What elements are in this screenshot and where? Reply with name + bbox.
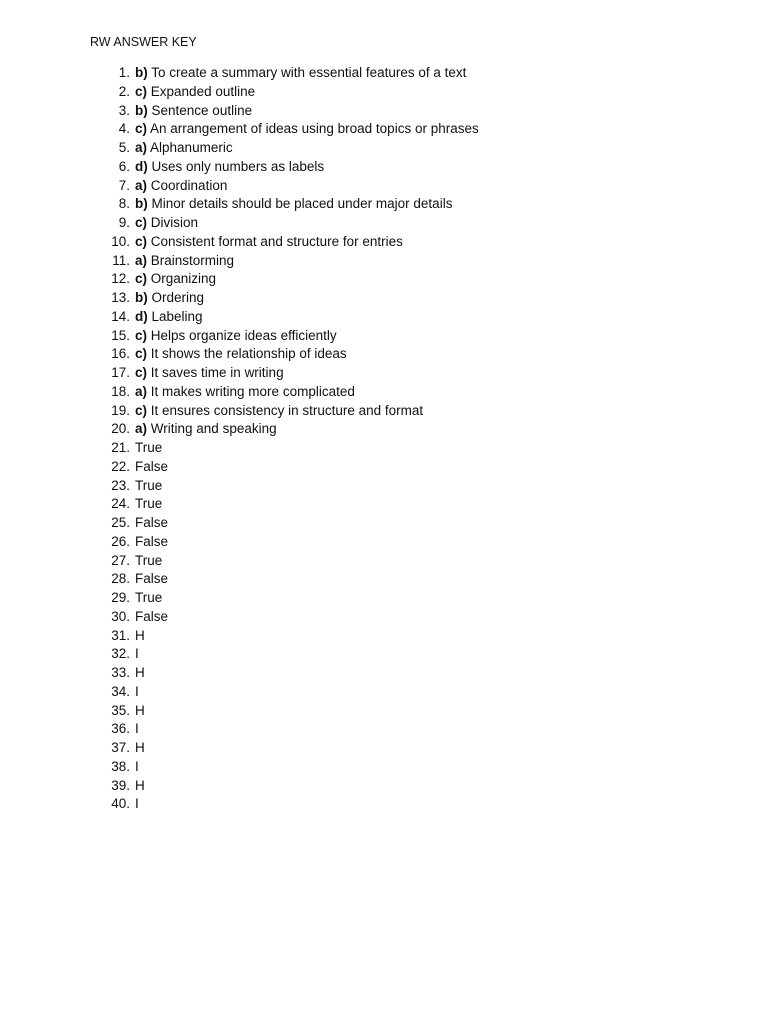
answer-text: False [135, 515, 169, 530]
answer-text: Minor details should be placed under major details [151, 196, 453, 212]
answer-content [135, 364, 284, 383]
answer-text: Division [150, 215, 199, 230]
answer-text: True [135, 440, 163, 455]
answer-choice-letter: b) [135, 196, 148, 212]
answer-item [0, 739, 768, 758]
answer-number: 35. [111, 702, 130, 718]
answer-text: Ordering [151, 290, 205, 305]
answer-item [0, 420, 768, 439]
answer-content [135, 552, 162, 571]
answer-number: 20. [111, 421, 130, 437]
answer-number: 14. [111, 308, 130, 324]
answer-content [135, 608, 168, 627]
answer-choice-letter: d) [135, 158, 148, 174]
answer-number: 10. [111, 233, 130, 249]
answer-item [0, 270, 768, 289]
answer-content [135, 439, 162, 458]
answer-text: An arrangement of ideas using broad topics or phrases [150, 121, 479, 137]
answer-content [135, 327, 337, 346]
answer-number: 9. [118, 215, 130, 230]
answer-item [0, 252, 768, 271]
answer-text: False [135, 458, 169, 474]
answer-text: Labeling [151, 308, 203, 324]
answer-content [135, 570, 168, 589]
answer-number: 7. [118, 177, 130, 193]
answer-item [0, 177, 768, 196]
answer-item [0, 158, 768, 177]
answer-content [135, 83, 255, 102]
answer-text: I [135, 796, 139, 812]
answer-item [0, 308, 768, 327]
answer-content [135, 720, 139, 739]
answer-text: It shows the relationship of ideas [150, 346, 347, 362]
answer-item [0, 664, 768, 683]
answer-number: 34. [111, 683, 130, 699]
answer-item [0, 570, 768, 589]
answer-choice-letter: c) [135, 346, 148, 362]
answer-content [135, 758, 139, 777]
answer-text: False [135, 608, 169, 624]
answer-item [0, 402, 768, 421]
answer-item [0, 233, 768, 252]
answer-number: 4. [118, 121, 130, 137]
answer-content [135, 177, 227, 196]
answer-text: Expanded outline [150, 83, 256, 99]
answer-text: Helps organize ideas efficiently [150, 327, 337, 343]
answer-number: 23. [111, 477, 130, 493]
answer-text: I [135, 721, 139, 737]
answer-choice-letter: a) [135, 252, 148, 268]
answer-number: 30. [111, 608, 130, 624]
answer-number: 13. [111, 290, 130, 305]
answer-choice-letter: b) [135, 102, 148, 118]
answer-item [0, 495, 768, 514]
answer-item [0, 720, 768, 739]
answer-text: H [135, 740, 145, 755]
answer-text: Sentence outline [151, 102, 253, 118]
answer-content [135, 289, 204, 308]
answer-content [135, 477, 162, 496]
answer-item [0, 589, 768, 608]
answer-content [135, 627, 145, 646]
answer-item [0, 214, 768, 233]
answer-content [135, 739, 145, 758]
answer-choice-letter: a) [135, 140, 148, 155]
answer-content [135, 64, 466, 83]
answer-content [135, 139, 233, 158]
answer-choice-letter: c) [135, 233, 148, 249]
answer-content [135, 345, 347, 364]
answer-content [135, 214, 198, 233]
answer-number: 2. [118, 83, 130, 99]
answer-choice-letter: c) [135, 83, 148, 99]
answer-content [135, 420, 277, 439]
answer-item [0, 458, 768, 477]
answer-number: 21. [111, 440, 130, 455]
answer-content [135, 495, 162, 514]
answer-choice-letter: c) [135, 365, 148, 380]
answer-item [0, 702, 768, 721]
answer-text: H [135, 777, 145, 793]
answer-number: 6. [118, 158, 130, 174]
answer-number: 29. [111, 590, 130, 605]
answer-item [0, 327, 768, 346]
answer-text: False [135, 571, 169, 587]
answer-item [0, 289, 768, 308]
answer-text: True [135, 552, 163, 568]
answer-content [135, 702, 145, 721]
answer-item [0, 139, 768, 158]
answer-choice-letter: c) [135, 215, 148, 230]
answer-text: True [135, 590, 163, 605]
answer-content [135, 683, 139, 702]
answer-content [135, 664, 145, 683]
answer-item [0, 683, 768, 702]
answer-text: Uses only numbers as labels [151, 158, 325, 174]
answer-number: 12. [111, 271, 130, 287]
answer-item [0, 83, 768, 102]
answer-item [0, 364, 768, 383]
answer-choice-letter: a) [135, 421, 148, 437]
answer-item [0, 102, 768, 121]
answer-text: I [135, 683, 139, 699]
answer-number: 32. [111, 646, 130, 662]
answer-content [135, 458, 168, 477]
answer-item [0, 383, 768, 402]
answer-text: It makes writing more complicated [150, 383, 355, 399]
answer-text: I [135, 646, 139, 662]
answer-item [0, 514, 768, 533]
answer-text: To create a summary with essential features of a text [151, 65, 467, 80]
answer-choice-letter: d) [135, 308, 148, 324]
answer-text: Organizing [150, 271, 217, 287]
answer-number: 11. [112, 252, 130, 268]
answer-number: 5. [118, 140, 130, 155]
answer-item [0, 64, 768, 83]
answer-content [135, 252, 234, 271]
answer-number: 39. [111, 777, 130, 793]
document-title: RW ANSWER KEY [90, 35, 197, 49]
answer-choice-letter: c) [135, 271, 148, 287]
answer-number: 24. [111, 496, 130, 512]
answer-item [0, 552, 768, 571]
answer-number: 22. [111, 458, 130, 474]
answer-item [0, 477, 768, 496]
answer-choice-letter: a) [135, 383, 148, 399]
answer-text: Consistent format and structure for entries [150, 233, 403, 249]
answer-text: Coordination [150, 177, 228, 193]
answer-choice-letter: c) [135, 327, 148, 343]
answer-list [0, 64, 768, 814]
answer-content [135, 195, 452, 214]
answer-text: It ensures consistency in structure and format [150, 402, 424, 418]
answer-text: False [135, 533, 169, 549]
answer-item [0, 777, 768, 796]
answer-number: 31. [111, 627, 130, 643]
answer-content [135, 645, 139, 664]
answer-number: 27. [111, 552, 130, 568]
answer-item [0, 758, 768, 777]
answer-choice-letter: b) [135, 290, 148, 305]
answer-number: 37. [111, 740, 130, 755]
answer-content [135, 120, 479, 139]
answer-text: Writing and speaking [150, 421, 277, 437]
answer-number: 3. [118, 102, 130, 118]
answer-content [135, 589, 162, 608]
answer-content [135, 233, 403, 252]
answer-text: I [135, 758, 139, 774]
answer-content [135, 777, 145, 796]
answer-item [0, 795, 768, 814]
answer-content [135, 270, 216, 289]
answer-item [0, 120, 768, 139]
answer-number: 17. [111, 365, 130, 380]
answer-text: True [135, 496, 163, 512]
answer-number: 25. [111, 515, 130, 530]
answer-number: 38. [111, 758, 130, 774]
answer-content [135, 533, 168, 552]
answer-item [0, 608, 768, 627]
answer-number: 19. [111, 402, 130, 418]
answer-number: 1. [118, 65, 130, 80]
answer-content [135, 795, 139, 814]
answer-text: Alphanumeric [150, 140, 233, 155]
answer-content [135, 308, 203, 327]
answer-number: 40. [111, 796, 130, 812]
answer-content [135, 514, 168, 533]
answer-item [0, 645, 768, 664]
answer-number: 16. [111, 346, 130, 362]
answer-content [135, 402, 423, 421]
answer-content [135, 158, 324, 177]
answer-item [0, 195, 768, 214]
answer-content [135, 102, 252, 121]
answer-number: 26. [111, 533, 130, 549]
answer-number: 28. [111, 571, 130, 587]
answer-number: 36. [111, 721, 130, 737]
answer-text: It saves time in writing [150, 365, 284, 380]
answer-item [0, 439, 768, 458]
answer-choice-letter: b) [135, 65, 148, 80]
answer-choice-letter: a) [135, 177, 148, 193]
answer-text: Brainstorming [150, 252, 235, 268]
answer-text: True [135, 477, 163, 493]
answer-choice-letter: c) [135, 402, 148, 418]
answer-number: 18. [111, 383, 130, 399]
answer-text: H [135, 665, 145, 680]
answer-content [135, 383, 355, 402]
answer-text: H [135, 627, 145, 643]
answer-choice-letter: c) [135, 121, 148, 137]
answer-text: H [135, 702, 145, 718]
answer-number: 15. [111, 327, 130, 343]
answer-item [0, 345, 768, 364]
answer-number: 8. [118, 196, 130, 212]
answer-number: 33. [111, 665, 130, 680]
answer-item [0, 533, 768, 552]
answer-item [0, 627, 768, 646]
